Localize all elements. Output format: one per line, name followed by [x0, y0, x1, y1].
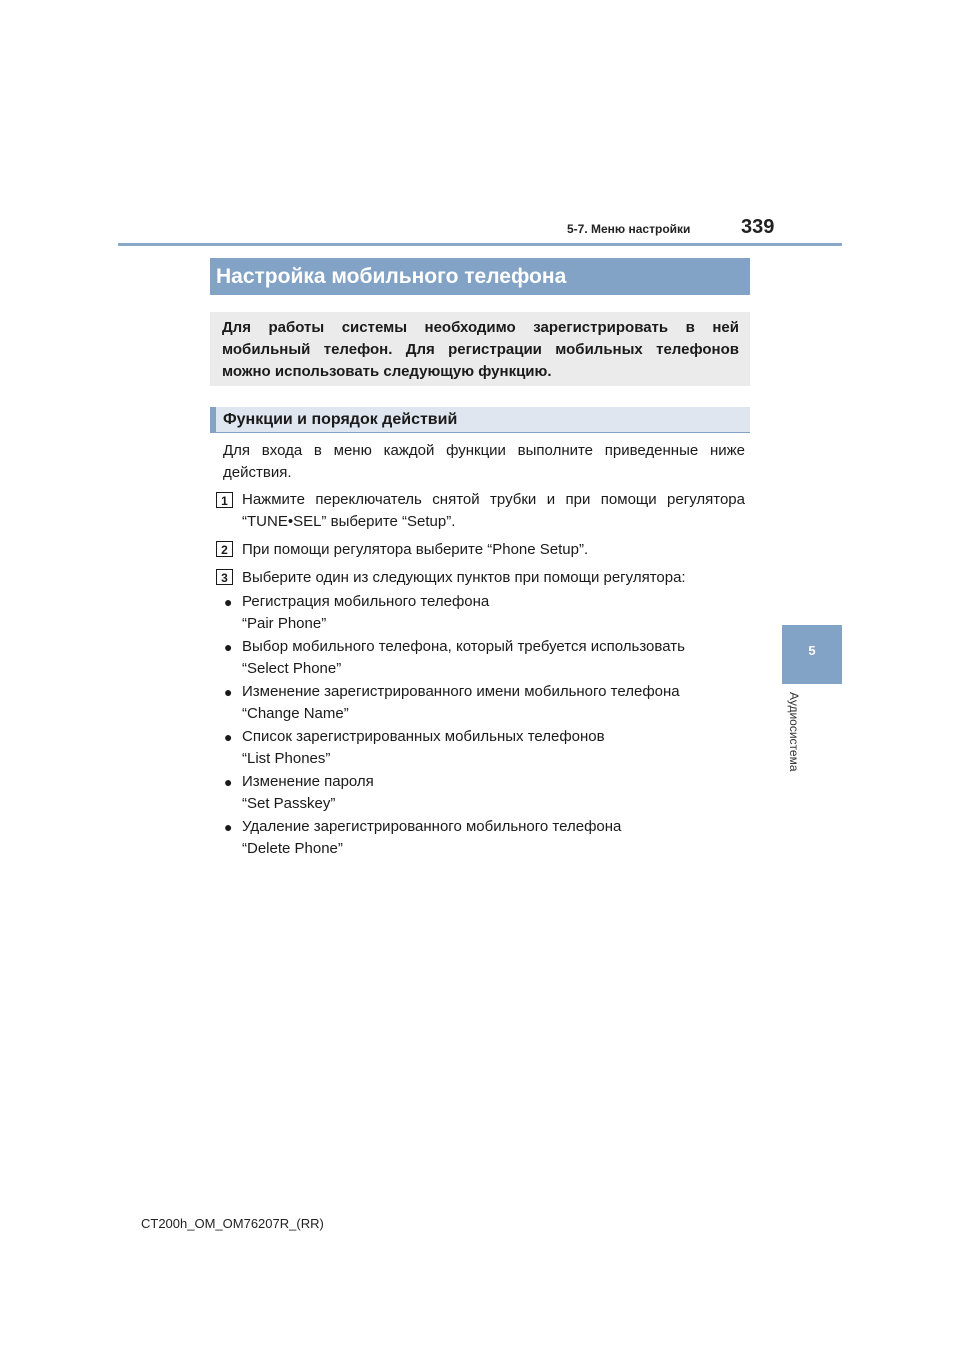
step-number-1: 1	[216, 492, 233, 508]
header-divider	[118, 243, 842, 246]
document-code: CT200h_OM_OM76207R_(RR)	[141, 1216, 324, 1231]
intro-box	[210, 312, 750, 386]
bullet-icon: ●	[224, 639, 233, 655]
list-item	[242, 681, 745, 725]
list-item-label: Регистрация мобильного телефона	[242, 593, 490, 610]
bullet-icon: ●	[224, 594, 233, 610]
intro-text: Для работы системы необходимо зарегистрировать в ней мобильный телефон. Для регистрации мобильных телефонов можно использовать следующую функцию.	[222, 319, 739, 380]
bullet-icon: ●	[224, 684, 233, 700]
step-text-3: Выберите один из следующих пунктов при помощи регулятора:	[242, 569, 686, 586]
list-item-label: Изменение пароля	[242, 773, 374, 790]
step-number-3: 3	[216, 569, 233, 585]
subheading: Функции и порядок действий	[210, 407, 750, 433]
list-item-value: “List Phones”	[242, 750, 331, 767]
section-header: 5-7. Меню настройки	[567, 222, 691, 236]
bullet-icon: ●	[224, 819, 233, 835]
bullet-icon: ●	[224, 774, 233, 790]
list-item-value: “Change Name”	[242, 705, 349, 722]
list-item-label: Выбор мобильного телефона, который требуется использовать	[242, 638, 685, 655]
step-number-2: 2	[216, 541, 233, 557]
step-text-1: Нажмите переключатель снятой трубки и при помощи регулятора “TUNE•SEL” выберите “Setup”.	[242, 491, 745, 530]
list-item-value: “Select Phone”	[242, 660, 342, 677]
list-item	[242, 771, 745, 815]
list-item	[242, 726, 745, 770]
list-item-value: “Delete Phone”	[242, 840, 343, 857]
chapter-tab: 5	[782, 625, 842, 684]
list-item	[242, 816, 745, 860]
chapter-label: Аудиосистема	[787, 692, 801, 772]
step-text-2: При помощи регулятора выберите “Phone Setup”.	[242, 541, 589, 558]
list-item-label: Удаление зарегистрированного мобильного телефона	[242, 818, 622, 835]
page-number: 339	[741, 216, 775, 238]
bullet-icon: ●	[224, 729, 233, 745]
instructions-paragraph: Для входа в меню каждой функции выполните приведенные ниже действия.	[223, 442, 745, 481]
page-title: Настройка мобильного телефона	[210, 258, 750, 295]
list-item-label: Изменение зарегистрированного имени мобильного телефона	[242, 683, 680, 700]
list-item-label: Список зарегистрированных мобильных телефонов	[242, 728, 605, 745]
list-item	[242, 636, 745, 680]
list-item-value: “Pair Phone”	[242, 615, 327, 632]
list-item-value: “Set Passkey”	[242, 795, 336, 812]
list-item	[242, 591, 745, 635]
